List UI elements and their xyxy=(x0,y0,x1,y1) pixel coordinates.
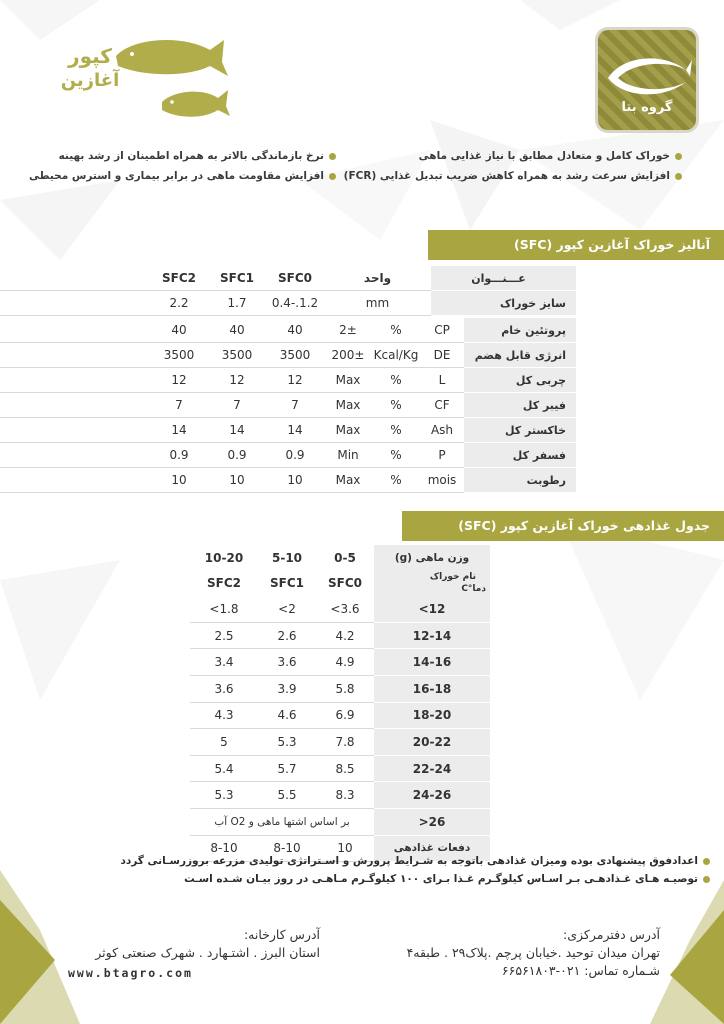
table-cell: 4.6 xyxy=(258,702,316,729)
table-cell: 3.4 xyxy=(190,649,258,676)
feature-item: نرخ بازماندگی بالاتر به همراه اطمینان از رشد بهینه xyxy=(29,150,336,162)
feed-name-header-row: SFC2 SFC1 SFC0 نام خوراک دما°C xyxy=(190,571,490,597)
office-label: آدرس دفترمرکزی: xyxy=(563,927,660,942)
temp-label: >26 xyxy=(374,808,490,835)
table-cell: <1.8 xyxy=(190,596,258,622)
row-label: خاکستر کل xyxy=(464,418,576,443)
table-cell: 2± xyxy=(324,318,372,343)
table-cell: Ash xyxy=(420,418,464,443)
table-cell: 14 xyxy=(150,418,208,443)
row-label: سایز خوراک xyxy=(431,291,576,316)
table-cell: % xyxy=(372,418,420,443)
temp-label: 22-24 xyxy=(374,755,490,782)
table-cell: 14 xyxy=(208,418,266,443)
table-cell: 6.9 xyxy=(316,702,374,729)
table-row xyxy=(190,729,490,756)
factory-address-block xyxy=(60,926,320,962)
table-cell: 2.5 xyxy=(190,622,258,649)
bullet-icon xyxy=(703,876,710,883)
table-cell: L xyxy=(420,368,464,393)
table-cell: % xyxy=(372,443,420,468)
table-row xyxy=(0,443,576,468)
column-header: SFC2 xyxy=(150,266,208,291)
table-cell: 12 xyxy=(266,368,324,393)
table-cell: 200± xyxy=(324,343,372,368)
table-cell: 3500 xyxy=(150,343,208,368)
table-cell: 7 xyxy=(150,393,208,418)
feature-item: خوراک کامل و متعادل مطابق با نیاز غذایی ماهی xyxy=(344,150,682,162)
table-cell: 5.3 xyxy=(258,729,316,756)
table-cell: 5.3 xyxy=(190,782,258,809)
office-address: تهران میدان توحید .خیابان پرچم .پلاک۲۹ . طبقه۴ xyxy=(406,945,660,960)
table-row xyxy=(0,343,576,368)
table-cell: % xyxy=(372,318,420,343)
row-label: پروتئین خام xyxy=(464,318,576,343)
table-row xyxy=(190,808,490,835)
table-row xyxy=(190,622,490,649)
analysis-values-table xyxy=(0,318,576,493)
table-cell: P xyxy=(420,443,464,468)
feature-item: افزایش سرعت رشد به همراه کاهش ضریب تبدیل غذایی (FCR) xyxy=(344,170,682,182)
temp-label: 14-16 xyxy=(374,649,490,676)
note-item: توصیـه هـای غـذادهـی بـر اسـاس کیلوگـرم غـذا بـرای ۱۰۰ کیلوگـرم مـاهـی در روز بیـان شـده اسـت xyxy=(120,873,710,885)
table-cell: 8.5 xyxy=(316,755,374,782)
unit-header: واحد xyxy=(324,266,431,291)
table-row xyxy=(0,468,576,493)
column-header: SFC0 xyxy=(266,266,324,291)
table-cell: 2.6 xyxy=(258,622,316,649)
temp-label: 20-22 xyxy=(374,729,490,756)
table-cell: % xyxy=(372,368,420,393)
feature-item: افزایش مقاومت ماهی در برابر بیماری و استرس محیطی xyxy=(29,170,336,182)
table-cell: 4.3 xyxy=(190,702,258,729)
carp-fish-icon xyxy=(112,32,232,128)
table-cell: 3.6 xyxy=(190,675,258,702)
table-cell: 3.9 xyxy=(258,675,316,702)
note-item: اعدادفوق پیشنهادی بوده ومیزان غذادهی باتوجه به شـرایط پرورش و اسـتراتژی تولیدی مزرعه بروزرسـانی گردد xyxy=(120,855,710,867)
table-row: 2.2 1.7 0.4-.1.2 mm سایز خوراک xyxy=(0,291,576,316)
table-cell: Min xyxy=(324,443,372,468)
table-cell: 7.8 xyxy=(316,729,374,756)
table-cell: Max xyxy=(324,393,372,418)
notes xyxy=(120,855,710,891)
table-cell: 5 xyxy=(190,729,258,756)
table-cell: 10 xyxy=(208,468,266,493)
table-cell: 0.9 xyxy=(150,443,208,468)
table-cell: CP xyxy=(420,318,464,343)
temp-label: 24-26 xyxy=(374,782,490,809)
table-cell: 5.5 xyxy=(258,782,316,809)
features-left xyxy=(29,150,336,190)
feeding-table xyxy=(190,545,490,862)
column-header: SFC1 xyxy=(208,266,266,291)
bullet-icon xyxy=(675,153,682,160)
table-cell: 3500 xyxy=(208,343,266,368)
analysis-title: آنالیز خوراک آغازین کپور (SFC) xyxy=(428,230,724,260)
table-row xyxy=(190,596,490,622)
table-row xyxy=(0,393,576,418)
table-cell: mois xyxy=(420,468,464,493)
factory-address: استان البرز . اشتـهارد . شهرک صنعتی کوثر xyxy=(95,945,320,960)
table-cell: % xyxy=(372,468,420,493)
table-cell: 14 xyxy=(266,418,324,443)
table-cell: 7 xyxy=(266,393,324,418)
table-cell: 5.8 xyxy=(316,675,374,702)
table-cell: 10 xyxy=(266,468,324,493)
row-label: انرژی قابل هضم xyxy=(464,343,576,368)
over26-note: بر اساس اشتها ماهی و O2 آب xyxy=(190,808,374,835)
table-cell: 12 xyxy=(150,368,208,393)
row-label: فسفر کل xyxy=(464,443,576,468)
table-cell: 3.6 xyxy=(258,649,316,676)
office-phone: شـماره تماس: ۰۲۱-۶۶۵۶۱۸۰۳ xyxy=(501,963,660,978)
table-cell: 7 xyxy=(208,393,266,418)
table-row xyxy=(190,782,490,809)
analysis-table xyxy=(0,266,576,316)
features-right xyxy=(344,150,682,190)
table-cell: 3500 xyxy=(266,343,324,368)
frequency-label: دفعات غذادهی xyxy=(374,835,490,862)
table-cell: 8-10 xyxy=(258,835,316,862)
row-label: رطوبت xyxy=(464,468,576,493)
table-cell: <2 xyxy=(258,596,316,622)
table-header-row xyxy=(0,266,576,291)
company-logo xyxy=(598,30,696,130)
product-title-line1: کپور xyxy=(68,44,112,68)
feeding-title: جدول غذادهی خوراک آغازین کپور (SFC) xyxy=(402,511,724,541)
table-cell: Max xyxy=(324,468,372,493)
table-cell: 4.9 xyxy=(316,649,374,676)
temp-label: 12-14 xyxy=(374,622,490,649)
table-cell: Kcal/Kg xyxy=(372,343,420,368)
temp-label: 16-18 xyxy=(374,675,490,702)
table-cell: 40 xyxy=(208,318,266,343)
bullet-icon xyxy=(329,153,336,160)
diagonal-header-cell: نام خوراک دما°C xyxy=(374,571,490,597)
table-row xyxy=(190,755,490,782)
table-cell: 10 xyxy=(316,835,374,862)
table-cell: 5.4 xyxy=(190,755,258,782)
table-row xyxy=(190,675,490,702)
table-cell: 40 xyxy=(266,318,324,343)
table-row xyxy=(190,649,490,676)
logo-text: گروه بتا xyxy=(621,100,673,115)
bullet-icon xyxy=(675,173,682,180)
table-row xyxy=(0,368,576,393)
title-header: عـــنـــوان xyxy=(431,266,576,291)
table-cell: % xyxy=(372,393,420,418)
table-cell: 0.9 xyxy=(208,443,266,468)
table-cell: 5.7 xyxy=(258,755,316,782)
table-row xyxy=(190,702,490,729)
bullet-icon xyxy=(329,173,336,180)
table-cell: 12 xyxy=(208,368,266,393)
table-row xyxy=(0,418,576,443)
table-cell: DE xyxy=(420,343,464,368)
table-cell: Max xyxy=(324,368,372,393)
table-row xyxy=(0,318,576,343)
table-cell: 0.9 xyxy=(266,443,324,468)
table-cell: 8.3 xyxy=(316,782,374,809)
table-cell: 10 xyxy=(150,468,208,493)
table-cell: 40 xyxy=(150,318,208,343)
table-cell: Max xyxy=(324,418,372,443)
bullet-icon xyxy=(703,858,710,865)
table-cell: 4.2 xyxy=(316,622,374,649)
temp-label: 18-20 xyxy=(374,702,490,729)
table-cell: 8-10 xyxy=(190,835,258,862)
office-address-block xyxy=(360,926,660,980)
weight-header-row: 10-20 5-10 0-5 وزن ماهی (g) xyxy=(190,545,490,571)
row-label: چربی کل xyxy=(464,368,576,393)
weight-label: وزن ماهی (g) xyxy=(374,545,490,571)
table-cell: CF xyxy=(420,393,464,418)
product-title-line2: آغازین xyxy=(60,70,120,91)
website-link[interactable]: www.btagro.com xyxy=(68,966,193,980)
product-title xyxy=(50,44,130,91)
row-label: فیبر کل xyxy=(464,393,576,418)
table-cell: <3.6 xyxy=(316,596,374,622)
factory-label: آدرس کارخانه: xyxy=(243,927,320,942)
temp-label: <12 xyxy=(374,596,490,622)
fish-logo-icon xyxy=(598,30,696,130)
